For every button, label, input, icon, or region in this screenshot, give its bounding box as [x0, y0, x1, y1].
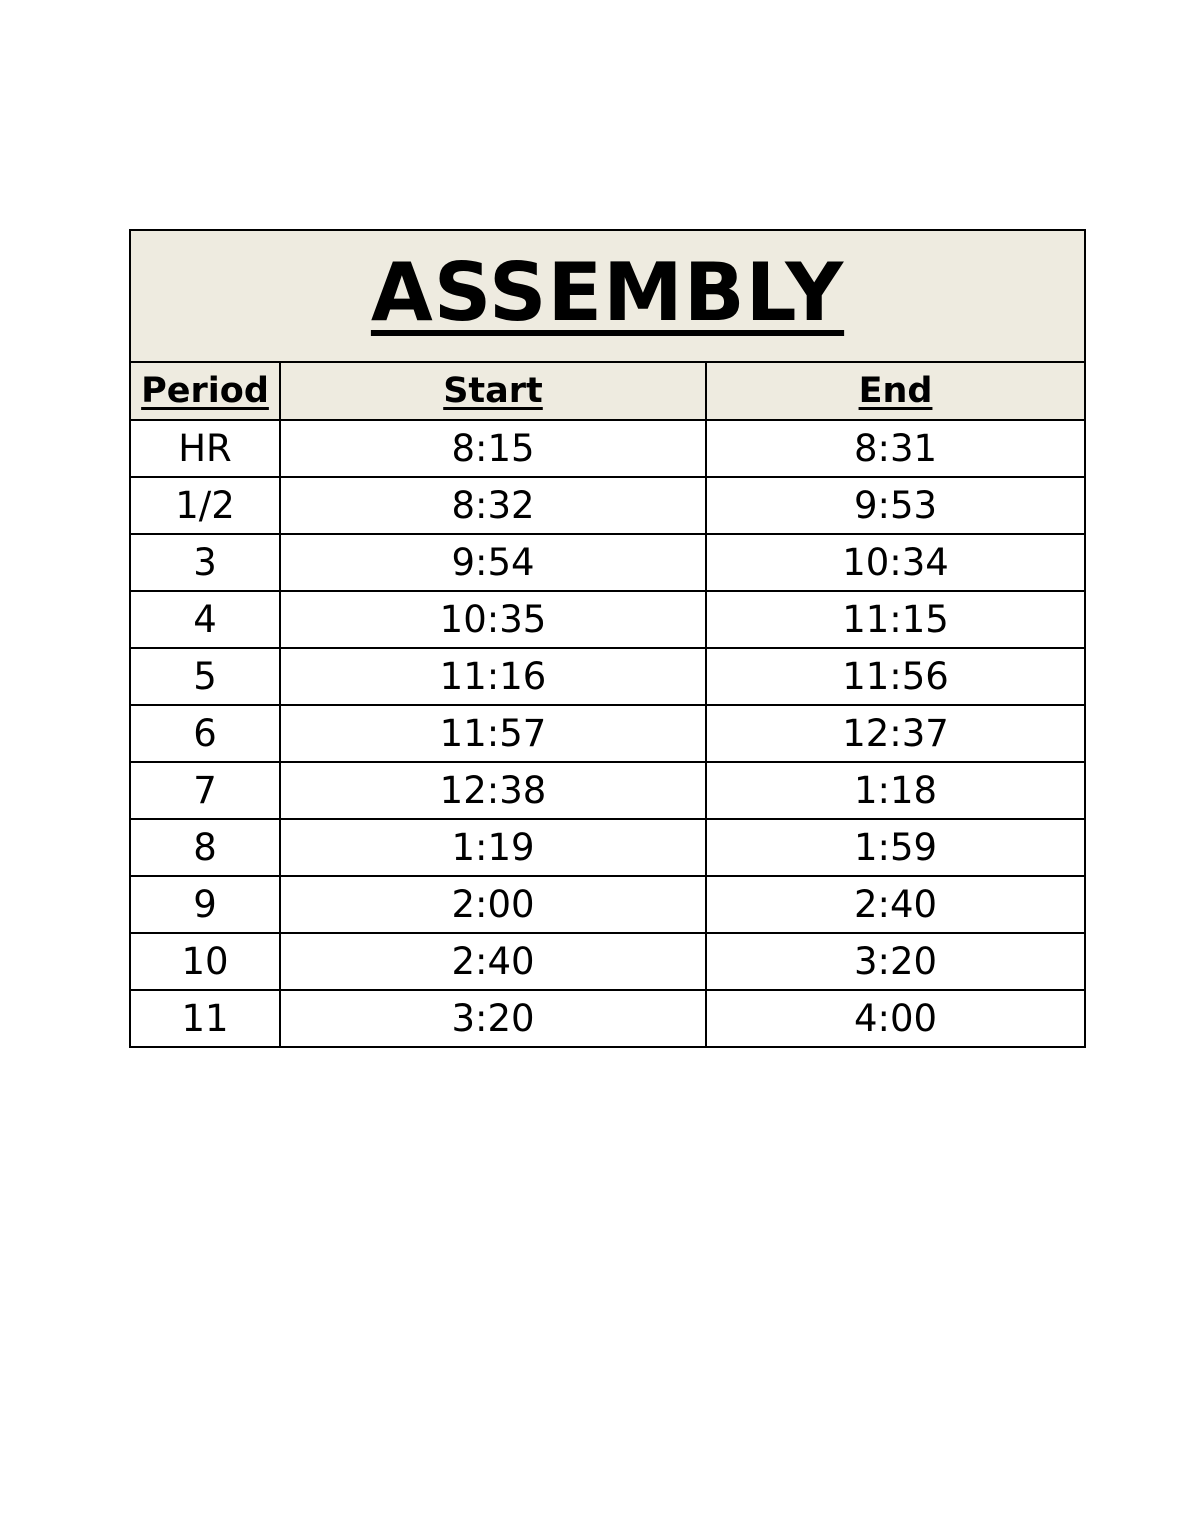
period-cell: 3 [130, 534, 280, 591]
table-row [130, 819, 1085, 876]
period-cell: 4 [130, 591, 280, 648]
start-time-cell: 11:16 [280, 648, 706, 705]
start-time-cell: 9:54 [280, 534, 706, 591]
start-time-cell: 3:20 [280, 990, 706, 1047]
period-cell: 1/2 [130, 477, 280, 534]
period-header-label: Period [141, 371, 269, 411]
assembly-schedule-table [129, 229, 1086, 1048]
table-row [130, 477, 1085, 534]
period-cell: 9 [130, 876, 280, 933]
period-cell: 11 [130, 990, 280, 1047]
start-time-cell: 8:32 [280, 477, 706, 534]
start-header-label: Start [443, 371, 543, 411]
period-header [130, 362, 280, 420]
start-header [280, 362, 706, 420]
start-time-cell: 11:57 [280, 705, 706, 762]
end-time-cell: 1:59 [706, 819, 1085, 876]
table-row [130, 990, 1085, 1047]
table-row [130, 534, 1085, 591]
end-header [706, 362, 1085, 420]
table-row [130, 762, 1085, 819]
end-header-label: End [858, 371, 933, 411]
end-time-cell: 10:34 [706, 534, 1085, 591]
end-time-cell: 4:00 [706, 990, 1085, 1047]
period-cell: 8 [130, 819, 280, 876]
period-cell: HR [130, 420, 280, 477]
schedule-title-cell [130, 230, 1085, 362]
end-time-cell: 11:56 [706, 648, 1085, 705]
header-row [130, 362, 1085, 420]
start-time-cell: 1:19 [280, 819, 706, 876]
schedule-title: ASSEMBLY [370, 245, 845, 339]
end-time-cell: 1:18 [706, 762, 1085, 819]
start-time-cell: 10:35 [280, 591, 706, 648]
table-row [130, 933, 1085, 990]
table-row [130, 420, 1085, 477]
end-time-cell: 12:37 [706, 705, 1085, 762]
start-time-cell: 2:40 [280, 933, 706, 990]
end-time-cell: 2:40 [706, 876, 1085, 933]
period-cell: 5 [130, 648, 280, 705]
table-row [130, 705, 1085, 762]
period-cell: 7 [130, 762, 280, 819]
end-time-cell: 8:31 [706, 420, 1085, 477]
period-cell: 10 [130, 933, 280, 990]
table-row [130, 648, 1085, 705]
table-row [130, 591, 1085, 648]
start-time-cell: 8:15 [280, 420, 706, 477]
end-time-cell: 11:15 [706, 591, 1085, 648]
end-time-cell: 9:53 [706, 477, 1085, 534]
period-cell: 6 [130, 705, 280, 762]
end-time-cell: 3:20 [706, 933, 1085, 990]
start-time-cell: 2:00 [280, 876, 706, 933]
start-time-cell: 12:38 [280, 762, 706, 819]
table-row [130, 876, 1085, 933]
title-row [130, 230, 1085, 362]
schedule-rows [130, 420, 1085, 1047]
